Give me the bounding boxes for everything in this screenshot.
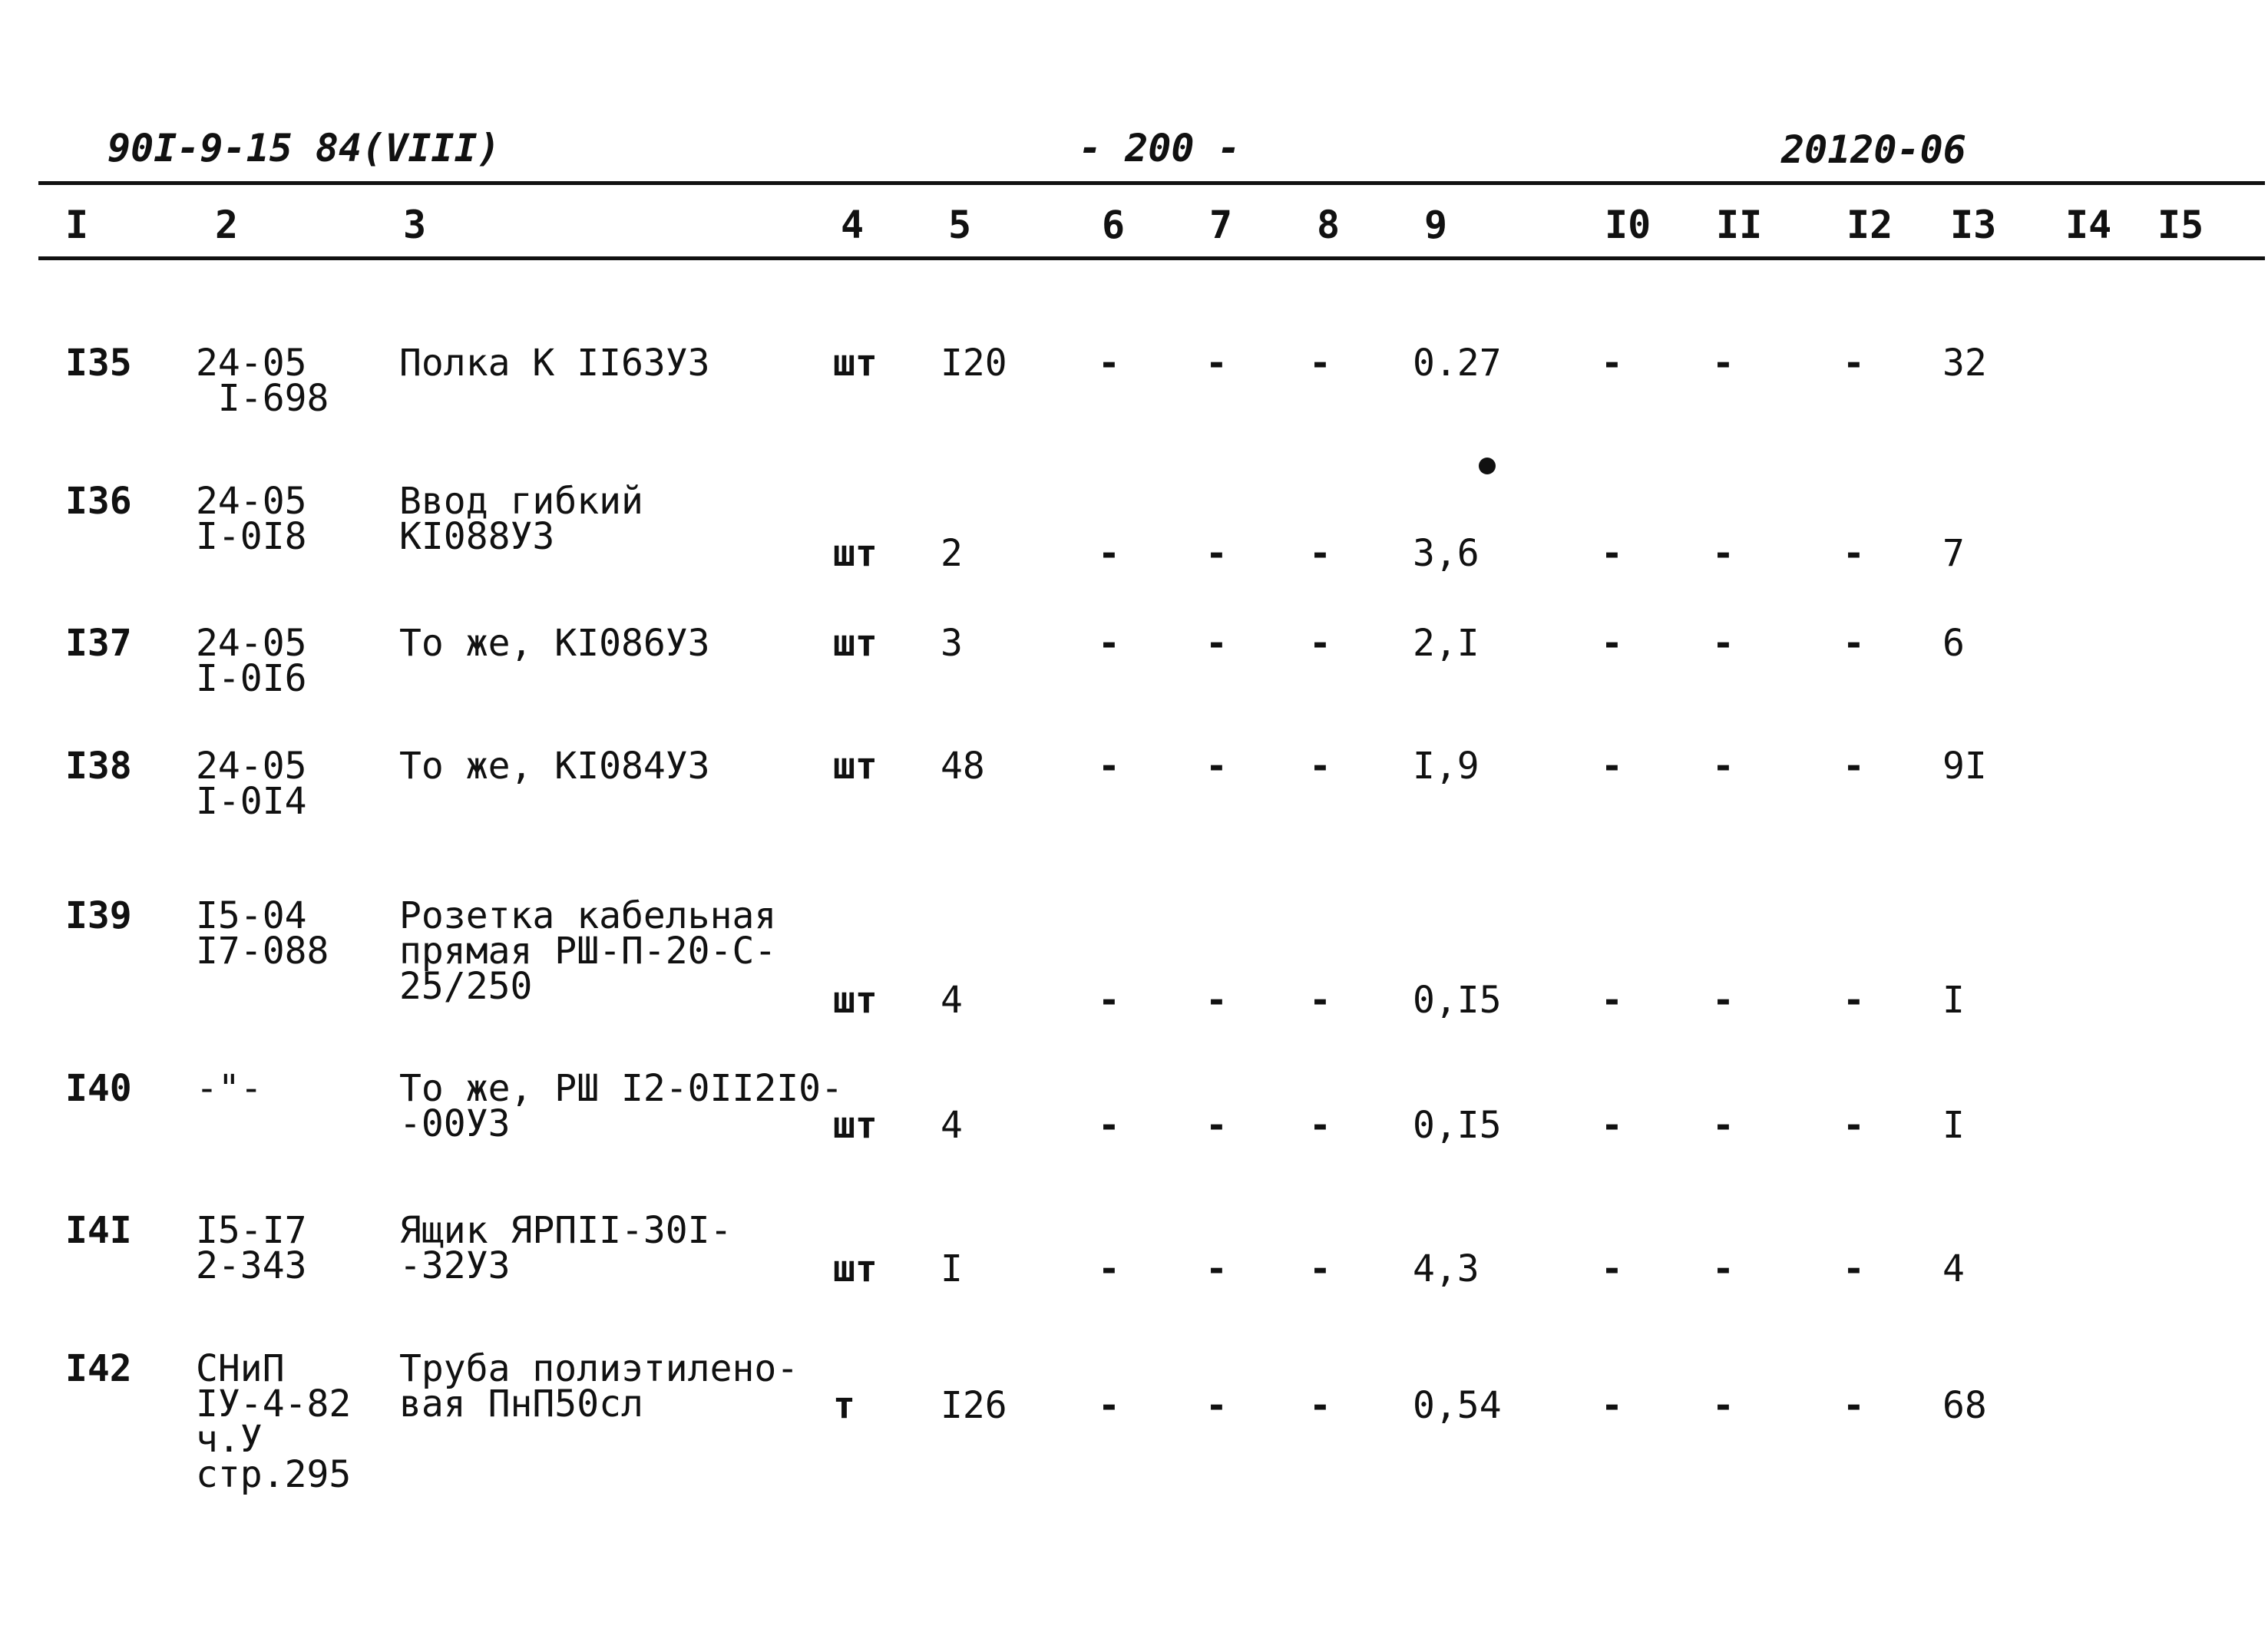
- item-name: Ввод гибкий KI088У3: [399, 480, 643, 558]
- col-10-value: -: [1601, 532, 1623, 575]
- unit: шт: [833, 745, 878, 788]
- column-number-1: I: [65, 203, 89, 247]
- position-number: I35: [65, 342, 132, 385]
- page-number: - 200 -: [1079, 126, 1241, 170]
- col-8-value: -: [1309, 1384, 1331, 1427]
- col-8-value: -: [1309, 745, 1331, 788]
- col-9-value: 0,I5: [1413, 979, 1502, 1022]
- col-6-value: -: [1098, 745, 1120, 788]
- col-8-value: -: [1309, 1247, 1331, 1290]
- catalog-code: 24-05 I-0I4: [196, 745, 307, 823]
- col-7-value: -: [1205, 622, 1228, 665]
- position-number: I4I: [65, 1209, 132, 1252]
- col-8-value: -: [1309, 1104, 1331, 1147]
- unit: шт: [833, 532, 878, 575]
- catalog-code: 24-05 I-0I6: [196, 622, 307, 700]
- catalog-code: -"-: [196, 1067, 263, 1110]
- col-10-value: -: [1601, 1384, 1623, 1427]
- col-9-value: 4,3: [1413, 1247, 1479, 1290]
- col-12-value: -: [1843, 1104, 1865, 1147]
- col-13-value: 9I: [1942, 745, 1987, 788]
- col-6-value: -: [1098, 1384, 1120, 1427]
- unit: т: [833, 1384, 855, 1427]
- quantity: I26: [941, 1384, 1007, 1427]
- col-12-value: -: [1843, 622, 1865, 665]
- position-number: I36: [65, 480, 132, 523]
- col-11-value: -: [1712, 532, 1734, 575]
- item-name: То же, KI084У3: [399, 745, 710, 788]
- col-9-value: 0,54: [1413, 1384, 1502, 1427]
- col-6-value: -: [1098, 532, 1120, 575]
- item-name: Ящик ЯРПII-30I- -32У3: [399, 1209, 732, 1287]
- column-number-12: I2: [1846, 203, 1893, 247]
- col-12-value: -: [1843, 1384, 1865, 1427]
- column-number-10: I0: [1605, 203, 1651, 247]
- column-number-3: 3: [403, 203, 427, 247]
- col-12-value: -: [1843, 1247, 1865, 1290]
- quantity: I: [941, 1247, 963, 1290]
- col-7-value: -: [1205, 532, 1228, 575]
- quantity: 4: [941, 979, 963, 1022]
- col-11-value: -: [1712, 342, 1734, 385]
- col-7-value: -: [1205, 1384, 1228, 1427]
- catalog-code: 24-05 I-698: [196, 342, 329, 420]
- header-bottom-rule: [38, 256, 2265, 260]
- column-number-9: 9: [1424, 203, 1448, 247]
- col-12-value: -: [1843, 342, 1865, 385]
- col-10-value: -: [1601, 622, 1623, 665]
- column-number-7: 7: [1209, 203, 1233, 247]
- col-6-value: -: [1098, 1104, 1120, 1147]
- col-13-value: 4: [1942, 1247, 1965, 1290]
- col-11-value: -: [1712, 745, 1734, 788]
- col-12-value: -: [1843, 979, 1865, 1022]
- position-number: I39: [65, 894, 132, 937]
- col-8-value: -: [1309, 979, 1331, 1022]
- quantity: 48: [941, 745, 985, 788]
- col-12-value: -: [1843, 745, 1865, 788]
- col-10-value: -: [1601, 342, 1623, 385]
- col-11-value: -: [1712, 1247, 1734, 1290]
- col-10-value: -: [1601, 1247, 1623, 1290]
- position-number: I42: [65, 1347, 132, 1390]
- item-name: То же, РШ I2-0II2I0- -00У3: [399, 1067, 843, 1145]
- col-7-value: -: [1205, 979, 1228, 1022]
- unit: шт: [833, 342, 878, 385]
- catalog-code: 24-05 I-0I8: [196, 480, 307, 558]
- top-rule: [38, 181, 2265, 185]
- quantity: 4: [941, 1104, 963, 1147]
- col-6-value: -: [1098, 622, 1120, 665]
- col-7-value: -: [1205, 342, 1228, 385]
- col-9-value: 2,I: [1413, 622, 1479, 665]
- col-10-value: -: [1601, 745, 1623, 788]
- col-11-value: -: [1712, 979, 1734, 1022]
- col-13-value: 32: [1942, 342, 1987, 385]
- col-9-value: 0,I5: [1413, 1104, 1502, 1147]
- column-number-6: 6: [1102, 203, 1126, 247]
- col-8-value: -: [1309, 532, 1331, 575]
- item-name: То же, KI086У3: [399, 622, 710, 665]
- document-code: 90I-9-15 84(VIII): [107, 126, 501, 170]
- col-11-value: -: [1712, 622, 1734, 665]
- col-13-value: 68: [1942, 1384, 1987, 1427]
- album-code: 20120-06: [1781, 127, 1966, 172]
- col-11-value: -: [1712, 1104, 1734, 1147]
- col-7-value: -: [1205, 745, 1228, 788]
- col-12-value: -: [1843, 532, 1865, 575]
- col-13-value: 7: [1942, 532, 1965, 575]
- col-6-value: -: [1098, 979, 1120, 1022]
- unit: шт: [833, 979, 878, 1022]
- column-number-5: 5: [948, 203, 972, 247]
- column-number-11: II: [1716, 203, 1763, 247]
- col-7-value: -: [1205, 1104, 1228, 1147]
- col-13-value: 6: [1942, 622, 1965, 665]
- col-8-value: -: [1309, 342, 1331, 385]
- position-number: I37: [65, 622, 132, 665]
- col-9-value: 3,6: [1413, 532, 1479, 575]
- catalog-code: I5-I7 2-343: [196, 1209, 307, 1287]
- stray-dot-mark: [1479, 458, 1496, 474]
- column-number-4: 4: [841, 203, 865, 247]
- catalog-code: I5-04 I7-088: [196, 894, 329, 973]
- col-9-value: 0.27: [1413, 342, 1502, 385]
- catalog-code: СНиП IУ-4-82 ч.У стр.295: [196, 1347, 352, 1496]
- col-6-value: -: [1098, 1247, 1120, 1290]
- column-number-2: 2: [215, 203, 239, 247]
- quantity: 3: [941, 622, 963, 665]
- position-number: I40: [65, 1067, 132, 1110]
- column-number-8: 8: [1317, 203, 1341, 247]
- quantity: 2: [941, 532, 963, 575]
- item-name: Полка К II63У3: [399, 342, 710, 385]
- column-number-15: I5: [2157, 203, 2204, 247]
- quantity: I20: [941, 342, 1007, 385]
- column-number-13: I3: [1950, 203, 1997, 247]
- position-number: I38: [65, 745, 132, 788]
- col-10-value: -: [1601, 979, 1623, 1022]
- col-10-value: -: [1601, 1104, 1623, 1147]
- unit: шт: [833, 1247, 878, 1290]
- col-8-value: -: [1309, 622, 1331, 665]
- col-13-value: I: [1942, 979, 1965, 1022]
- item-name: Труба полиэтилено- вая ПнП50сл: [399, 1347, 799, 1426]
- unit: шт: [833, 622, 878, 665]
- col-6-value: -: [1098, 342, 1120, 385]
- item-name: Розетка кабельная прямая РШ-П-20-С- 25/250: [399, 894, 777, 1008]
- col-9-value: I,9: [1413, 745, 1479, 788]
- col-7-value: -: [1205, 1247, 1228, 1290]
- col-13-value: I: [1942, 1104, 1965, 1147]
- col-11-value: -: [1712, 1384, 1734, 1427]
- unit: шт: [833, 1104, 878, 1147]
- column-number-14: I4: [2065, 203, 2112, 247]
